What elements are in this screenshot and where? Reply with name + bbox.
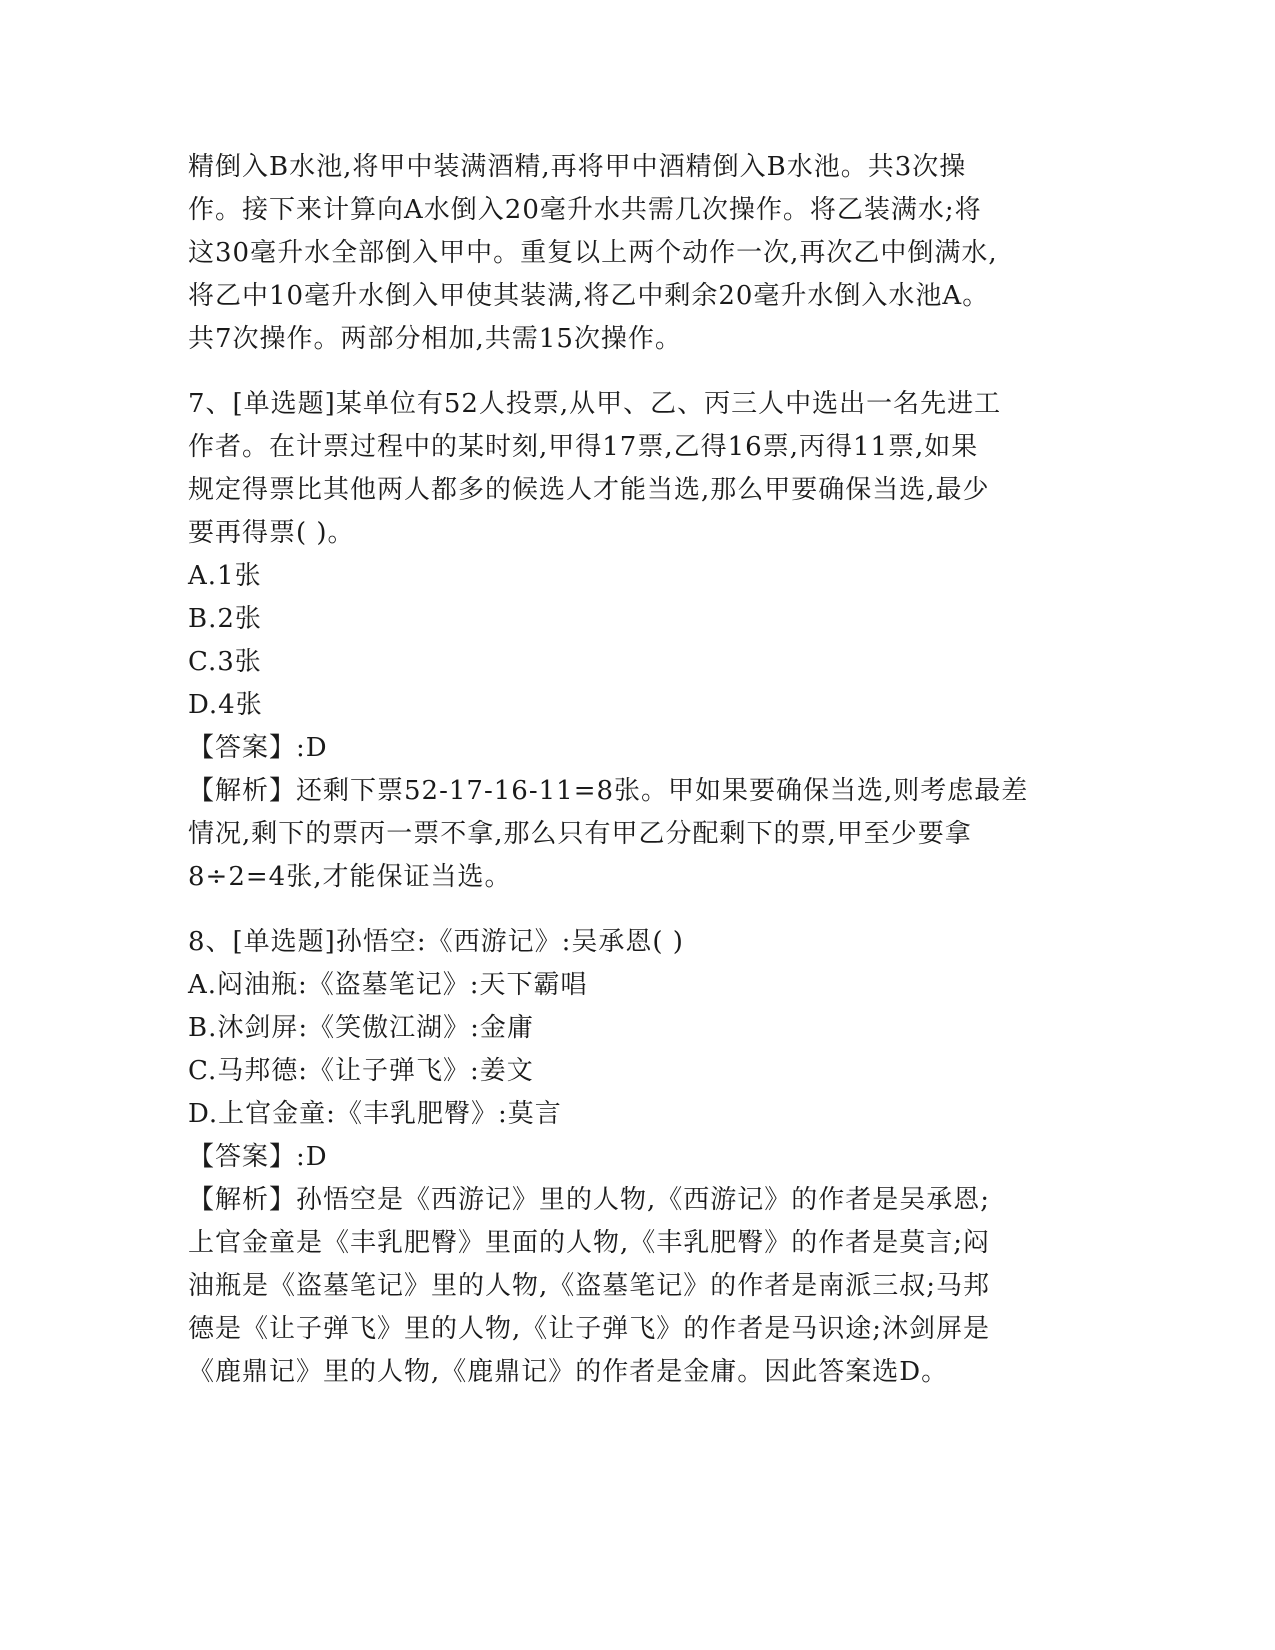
option-d: D.上官金童:《丰乳肥臀》:莫言 xyxy=(188,1099,562,1129)
question-stem-line: 作者。在计票过程中的某时刻,甲得17票,乙得16票,丙得11票,如果 xyxy=(188,432,979,462)
option-b: B.沐剑屏:《笑傲江湖》:金庸 xyxy=(188,1013,534,1043)
option-a: A.1张 xyxy=(188,561,262,591)
previous-analysis-continuation xyxy=(188,146,1088,361)
text-line: 这30毫升水全部倒入甲中。重复以上两个动作一次,再次乙中倒满水, xyxy=(188,238,998,268)
answer-line: 【答案】:D xyxy=(188,733,328,763)
question-stem-line: 要再得票( )。 xyxy=(188,518,355,548)
spacer xyxy=(188,899,1088,921)
analysis-line: 德是《让子弹飞》里的人物,《让子弹飞》的作者是马识途;沐剑屏是 xyxy=(188,1314,991,1344)
question-7 xyxy=(188,383,1088,899)
question-8 xyxy=(188,921,1088,1394)
analysis-line: 【解析】孙悟空是《西游记》里的人物,《西游记》的作者是吴承恩; xyxy=(188,1185,991,1215)
option-d: D.4张 xyxy=(188,690,263,720)
option-c: C.马邦德:《让子弹飞》:姜文 xyxy=(188,1056,534,1086)
text-line: 精倒入B水池,将甲中装满酒精,再将甲中酒精倒入B水池。共3次操 xyxy=(188,152,967,182)
analysis-line: 上官金童是《丰乳肥臀》里面的人物,《丰乳肥臀》的作者是莫言;闷 xyxy=(188,1228,991,1258)
analysis-line: 《鹿鼎记》里的人物,《鹿鼎记》的作者是金庸。因此答案选D。 xyxy=(188,1357,949,1387)
answer-line: 【答案】:D xyxy=(188,1142,328,1172)
spacer xyxy=(188,361,1088,383)
analysis-line: 【解析】还剩下票52-17-16-11=8张。甲如果要确保当选,则考虑最差 xyxy=(188,776,1029,806)
analysis-line: 油瓶是《盗墓笔记》里的人物,《盗墓笔记》的作者是南派三叔;马邦 xyxy=(188,1271,991,1301)
text-line: 作。接下来计算向A水倒入20毫升水共需几次操作。将乙装满水;将 xyxy=(188,195,982,225)
question-stem-line: 规定得票比其他两人都多的候选人才能当选,那么甲要确保当选,最少 xyxy=(188,475,990,505)
option-a: A.闷油瓶:《盗墓笔记》:天下霸唱 xyxy=(188,970,588,1000)
text-line: 将乙中10毫升水倒入甲使其装满,将乙中剩余20毫升水倒入水池A。 xyxy=(188,281,990,311)
analysis-line: 情况,剩下的票丙一票不拿,那么只有甲乙分配剩下的票,甲至少要拿 xyxy=(188,819,972,849)
text-line: 共7次操作。两部分相加,共需15次操作。 xyxy=(188,324,682,354)
document-page xyxy=(188,146,1088,1394)
option-b: B.2张 xyxy=(188,604,262,634)
option-c: C.3张 xyxy=(188,647,262,677)
question-stem-line: 7、[单选题]某单位有52人投票,从甲、乙、丙三人中选出一名先进工 xyxy=(188,389,1002,419)
analysis-line: 8÷2=4张,才能保证当选。 xyxy=(188,862,512,892)
question-stem-line: 8、[单选题]孙悟空:《西游记》:吴承恩( ) xyxy=(188,927,684,957)
